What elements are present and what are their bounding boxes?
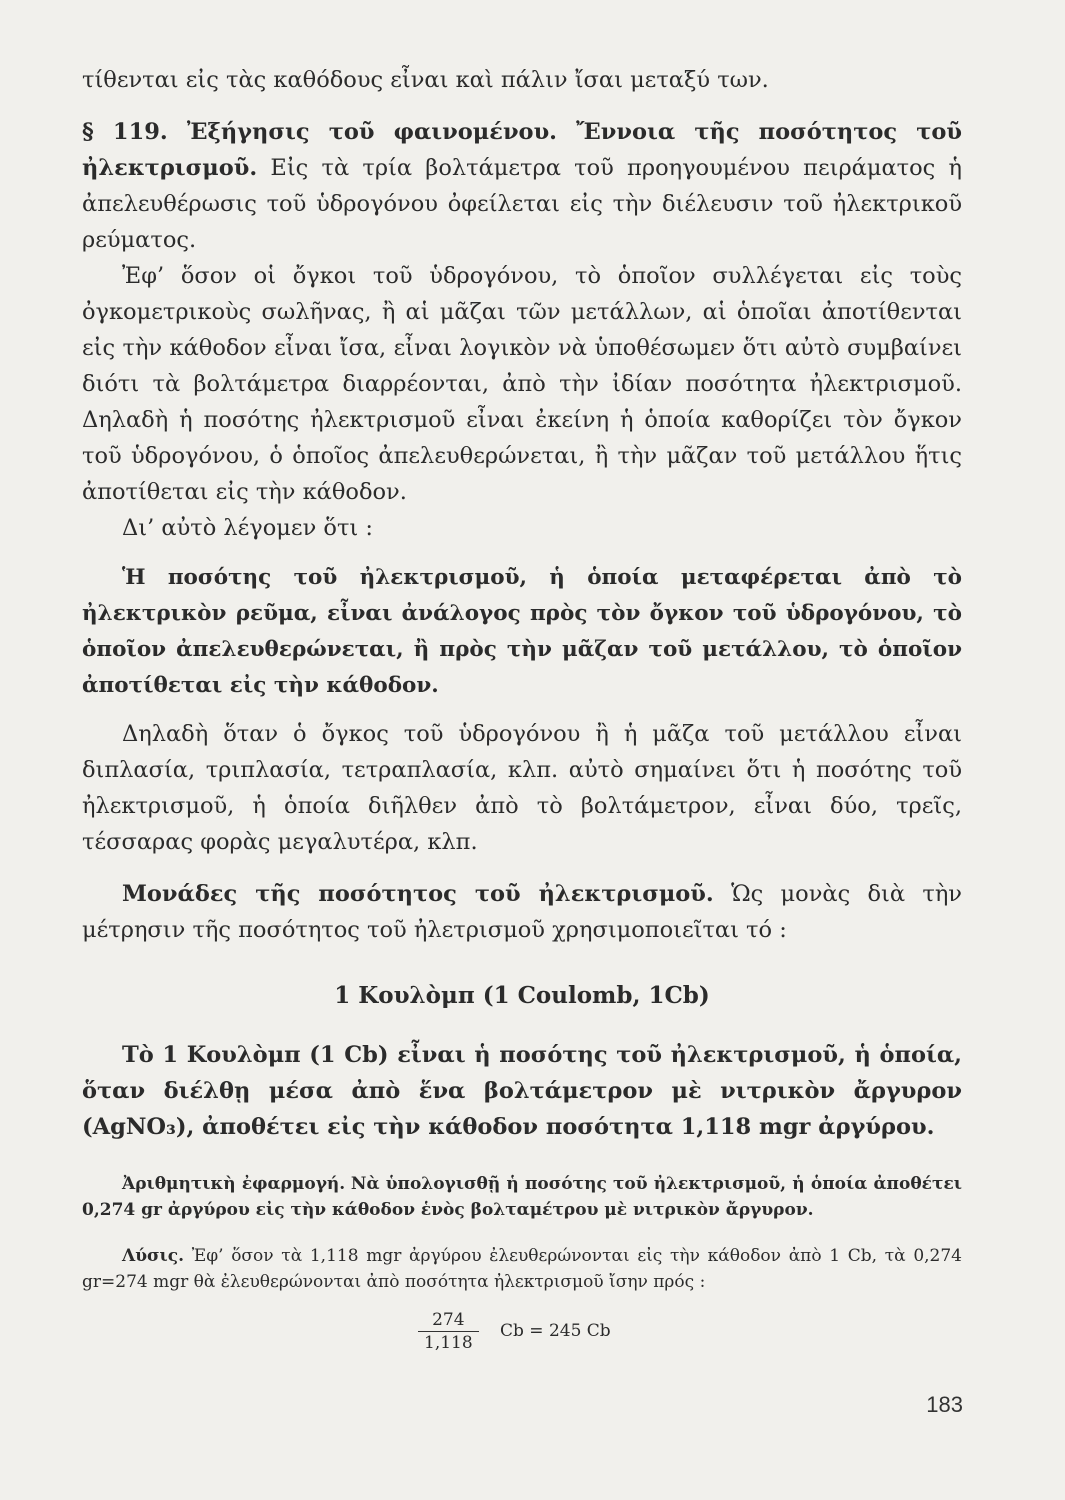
units-text: Ὡς μονὰς διὰ τὴν μέτρησιν τῆς ποσότητος τοῦ ἠλετρισμοῦ χρησιμοποιεῖται τό : — [82, 881, 962, 943]
exercise-heading: Ἀριθμητικὴ ἐφαρμογή. — [122, 1174, 346, 1194]
paragraph-proportional: Δηλαδὴ ὅταν ὁ ὄγκος τοῦ ὑδρογόνου ἢ ἡ μᾶζα τοῦ μετάλλου εἶναι διπλασία, τριπλασία, τετραπλασία, κλπ. αὐτὸ σημαίνει ὅτι ἡ ποσότης τοῦ ἠλεκτρισμοῦ, ἡ ὁποία διῆλθεν ἀπὸ τὸ βολτάμετρον, εἶναι δύο, τρεῖς, τέσσαρας φορὰς μεγαλυτέρα, κλπ. — [82, 721, 962, 855]
paragraph-volumes: Ἐφ’ ὅσον οἱ ὄγκοι τοῦ ὑδρογόνου, τὸ ὁποῖον συλλέγεται εἰς τοὺς ὀγκομετρικοὺς σωλῆνας, ἢ αἱ μᾶζαι τῶν μετάλλων, αἱ ὁποῖαι ἀποτίθενται εἰς τὴν κάθοδον εἶναι ἴσα, εἶναι λογικὸν νὰ ὑποθέσωμεν ὅτι αὐτὸ συμβαίνει διότι τὰ βολτάμετρα διαρρέονται, ἀπὸ τὴν ἰδίαν ποσότητα ἠλεκτρισμοῦ. Δηλαδὴ ἡ ποσότης ἠλεκτρισμοῦ εἶναι ἐκείνη ἡ ὁποία καθορίζει τὸν ὄγκον τοῦ ὑδρογόνου, ὁ ὁποῖος ἀπελευθερώνεται, ἢ τὴν μᾶζαν τοῦ μετάλλου ἥτις ἀποτίθεται εἰς τὴν κάθοδον. — [82, 263, 962, 505]
fraction-denominator: 1,118 — [424, 1333, 473, 1353]
units-paragraph — [82, 876, 962, 948]
coulomb-definition: Τὸ 1 Κουλὸμπ (1 Cb) εἶναι ἡ ποσότης τοῦ ἠλεκτρισμοῦ, ἡ ὁποία, ὅταν διέλθῃ μέσα ἀπὸ ἕνα βολτάμετρον μὲ νιτρικὸν ἄργυρον (AgNO₃), ἀποθέτει εἰς τὴν κάθοδον ποσότητα 1,118 mgr ἀργύρου. — [82, 1042, 962, 1140]
continued-text-line: τίθενται εἰς τὰς καθόδους εἶναι καὶ πάλιν ἴσαι μεταξύ των. — [82, 67, 769, 93]
units-heading: Μονάδες τῆς ποσότητος τοῦ ἠλεκτρισμοῦ. — [122, 881, 714, 907]
page-number: 183 — [926, 1392, 963, 1417]
fraction — [418, 1309, 479, 1354]
exercise-paragraph — [82, 1171, 962, 1223]
bold-rule-statement: Ἡ ποσότης τοῦ ἠλεκτρισμοῦ, ἡ ὁποία μεταφέρεται ἀπὸ τὸ ἠλεκτρικὸν ρεῦμα, εἶναι ἀνάλογος πρὸς τὸν ὄγκον τοῦ ὑδρογόνου, τὸ ὁποῖον ἀπελευθερώνεται, ἢ πρὸς τὴν μᾶζαν τοῦ μετάλλου, τὸ ὁποῖον ἀποτίθεται εἰς τὴν κάθοδον. — [82, 565, 962, 698]
paragraph-therefore: Δι’ αὐτὸ λέγομεν ὅτι : — [122, 515, 373, 541]
solution-text: Ἐφ’ ὅσον τὰ 1,118 mgr ἀργύρου ἐλευθερώνονται εἰς τὴν κάθοδον ἀπὸ 1 Cb, τὰ 0,274 gr=274 mgr θὰ ἐλευθερώνονται ἀπὸ ποσότητα ἠλεκτρισμοῦ ἴσην πρός : — [82, 1246, 962, 1292]
solution-heading: Λύσις. — [122, 1246, 185, 1266]
section-heading: § 119. Ἐξήγησις τοῦ φαινομένου. Ἔννοια τῆς ποσότητος τοῦ ἠλεκτρισμοῦ. — [82, 119, 962, 181]
section-text: Εἰς τὰ τρία βολτάμετρα τοῦ προηγουμένου πειράματος ἡ ἀπελευθέρωσις τοῦ ὑδρογόνου ὀφείλεται εἰς τὴν διέλευσιν τοῦ ἠλεκτρικοῦ ρεύματος. — [82, 155, 962, 253]
solution-paragraph — [82, 1243, 962, 1295]
page-content — [82, 62, 962, 1359]
fraction-numerator: 274 — [418, 1309, 479, 1332]
formula-result: Cb = 245 Cb — [500, 1321, 611, 1341]
coulomb-unit-title: 1 Κουλὸμπ (1 Coulomb, 1Cb) — [334, 982, 710, 1009]
formula — [82, 1309, 962, 1359]
exercise-text: Νὰ ὑπολογισθῇ ἡ ποσότης τοῦ ἠλεκτρισμοῦ, ἡ ὁποία ἀποθέτει 0,274 gr ἀργύρου εἰς τὴν κάθοδον ἑνὸς βολταμέτρου μὲ νιτρικὸν ἄργυρον. — [82, 1174, 963, 1220]
section-119-paragraph — [82, 114, 962, 258]
